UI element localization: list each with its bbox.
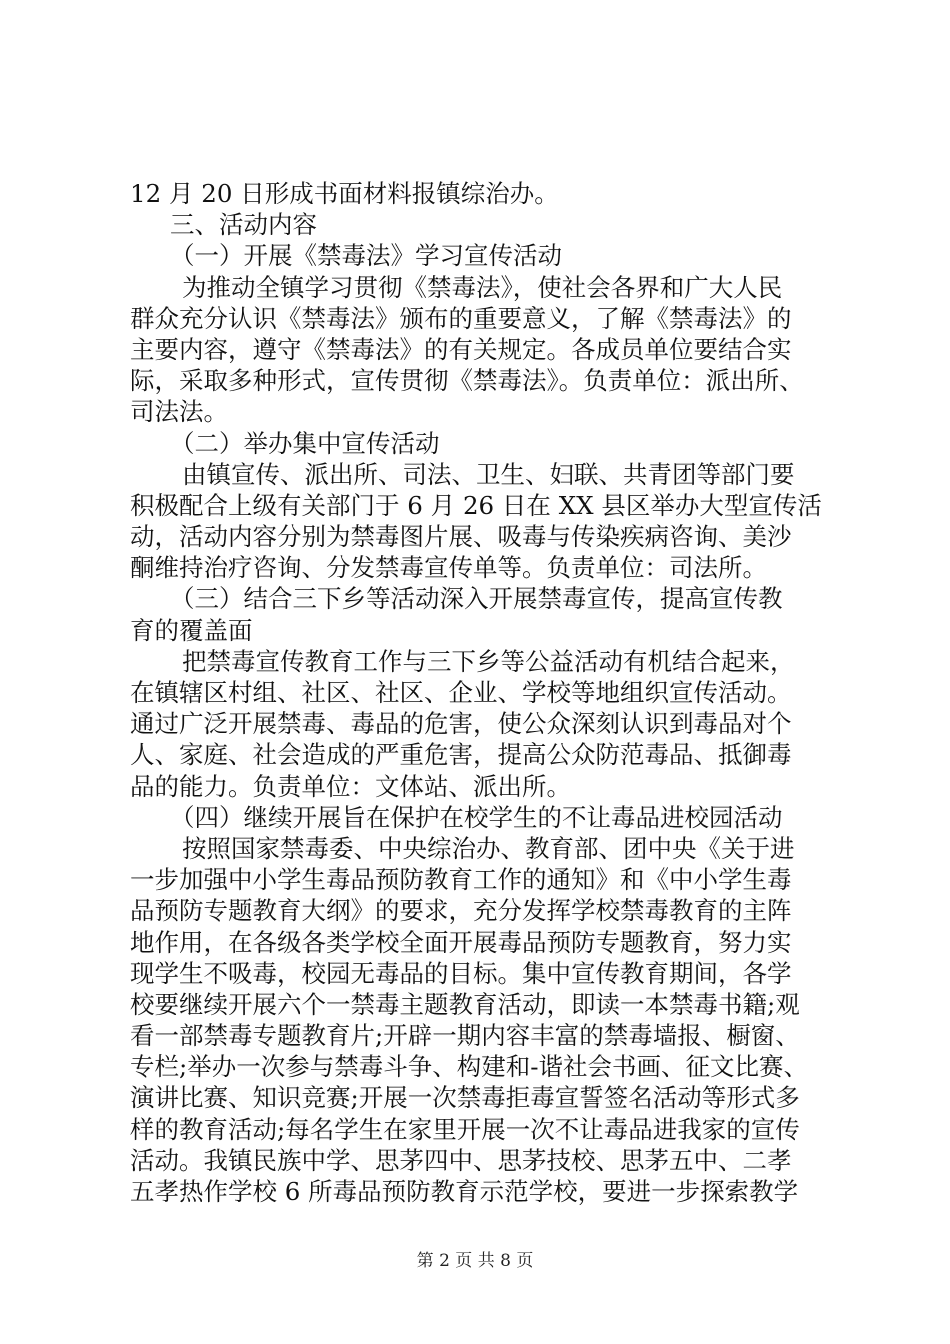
text-line: 通过广泛开展禁毒、毒品的危害，使公众深刻认识到毒品对个 [130, 709, 792, 739]
text-line: 积极配合上级有关部门于 6 月 26 日在 XX 县区举办大型宣传活 [130, 490, 822, 520]
text-line: 三、活动内容 [170, 210, 317, 240]
text-line: （二）举办集中宣传活动 [170, 428, 440, 458]
text-line: 品的能力。负责单位：文体站、派出所。 [130, 771, 571, 801]
text-line: 样的教育活动;每名学生在家里开展一次不让毒品进我家的宣传 [130, 1114, 800, 1144]
text-line: 把禁毒宣传教育工作与三下乡等公益活动有机结合起来， [182, 646, 795, 676]
text-line: 际，采取多种形式，宣传贯彻《禁毒法》。负责单位：派出所、 [130, 366, 804, 396]
text-line: 酮维持治疗咨询、分发禁毒宣传单等。负责单位：司法所。 [130, 553, 767, 583]
text-line: 校要继续开展六个一禁毒主题教育活动，即读一本禁毒书籍;观 [130, 989, 800, 1019]
text-line: 专栏;举办一次参与禁毒斗争、构建和-谐社会书画、征文比赛、 [130, 1052, 809, 1082]
text-line: 人、家庭、社会造成的严重危害，提高公众防范毒品、抵御毒 [130, 740, 792, 770]
text-line: 品预防专题教育大纲》的要求，充分发挥学校禁毒教育的主阵 [130, 896, 792, 926]
text-line: 为推动全镇学习贯彻《禁毒法》，使社会各界和广大人民 [182, 272, 783, 302]
text-line: 12 月 20 日形成书面材料报镇综治办。 [130, 179, 559, 208]
text-line: 由镇宣传、派出所、司法、卫生、妇联、共青团等部门要 [182, 459, 795, 489]
text-line: 育的覆盖面 [130, 615, 253, 645]
text-line: 按照国家禁毒委、中央综治办、教育部、团中央《关于进 [182, 833, 795, 863]
text-line: 在镇辖区村组、社区、社区、企业、学校等地组织宣传活动。 [130, 678, 792, 707]
text-line: 一步加强中小学生毒品预防教育工作的通知》和《中小学生毒 [130, 865, 792, 895]
document-body [130, 178, 835, 1207]
text-line: （四）继续开展旨在保护在校学生的不让毒品进校园活动 [170, 802, 783, 832]
text-line: 看一部禁毒专题教育片;开辟一期内容丰富的禁毒墙报、橱窗、 [130, 1021, 800, 1051]
text-line: （三）结合三下乡等活动深入开展禁毒宣传，提高宣传教 [170, 584, 783, 614]
text-line: 现学生不吸毒，校园无毒品的目标。集中宣传教育期间，各学 [130, 958, 792, 988]
page-footer: 第 2 页 共 8 页 [416, 1251, 534, 1271]
text-line: 五孝热作学校 6 所毒品预防教育示范学校，要进一步探索教学 [130, 1177, 799, 1206]
text-line: 活动。我镇民族中学、思茅四中、思茅技校、思茅五中、二孝 [130, 1145, 792, 1175]
text-line: 司法法。 [130, 397, 228, 427]
text-line: 群众充分认识《禁毒法》颁布的重要意义，了解《禁毒法》的 [130, 303, 792, 333]
text-line: 演讲比赛、知识竞赛;开展一次禁毒拒毒宣誓签名活动等形式多 [130, 1083, 800, 1113]
text-line: （一）开展《禁毒法》学习宣传活动 [170, 241, 562, 271]
text-line: 动，活动内容分别为禁毒图片展、吸毒与传染疾病咨询、美沙 [130, 522, 792, 552]
text-line: 主要内容，遵守《禁毒法》的有关规定。各成员单位要结合实 [130, 334, 792, 364]
text-line: 地作用，在各级各类学校全面开展毒品预防专题教育，努力实 [130, 927, 792, 957]
